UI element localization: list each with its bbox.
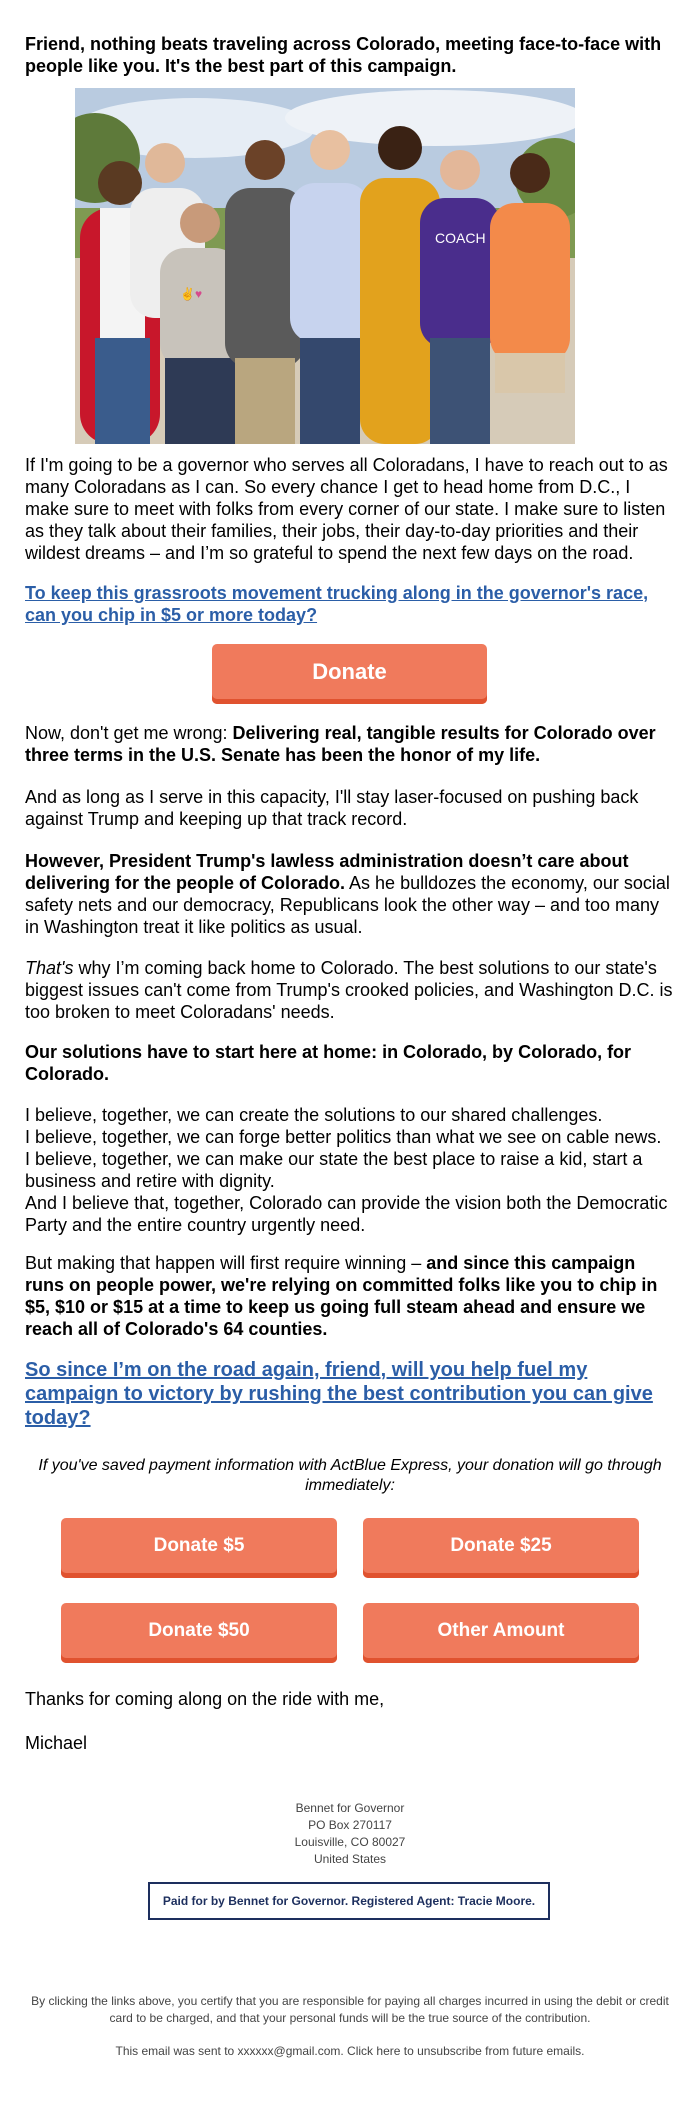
believe-line-1: I believe, together, we can create the solutions to our shared challenges. [25, 1105, 603, 1125]
chip-in-link[interactable]: To keep this grassroots movement trucking along in the governor's race, can you chip in $5 or more today? [25, 583, 649, 625]
paragraph-6 [25, 1041, 675, 1085]
believe-line-2: I believe, together, we can forge better politics than what we see on cable news. [25, 1127, 662, 1147]
p5-text: why I’m coming back home to Colorado. The best solutions to our state's biggest issues can't come from Trump's crooked policies, and Washington D.C. is too broken to meet Coloradans' needs. [25, 958, 673, 1022]
unsubscribe-text[interactable]: This email was sent to xxxxxx@gmail.com. Click here to unsubscribe from future emails. [115, 2044, 585, 2058]
address-country: United States [313, 1852, 387, 1866]
p2-text: Now, don't get me wrong: [25, 723, 233, 743]
p8-text: But making that happen will first require winning – [25, 1253, 427, 1273]
campaign-photo [75, 88, 575, 444]
believe-line-3: I believe, together, we can make our state the best place to raise a kid, start a business and retire with dignity. [25, 1149, 643, 1191]
fuel-campaign-link[interactable]: So since I’m on the road again, friend, will you help fuel my campaign to victory by rushing the best contribution you can give today? [25, 1359, 653, 1429]
shirt-text: COACH [435, 230, 486, 246]
donate-button[interactable]: Donate [212, 644, 487, 704]
donate-50-button[interactable]: Donate $50 [61, 1603, 337, 1663]
mailing-address [0, 1800, 700, 1868]
paragraph-2 [25, 722, 675, 766]
donate-link-1[interactable] [25, 582, 675, 626]
other-amount-button[interactable]: Other Amount [363, 1603, 639, 1663]
paragraph-4 [25, 850, 675, 938]
address-name: Bennet for Governor [295, 1801, 405, 1815]
p2-bold: Delivering real, tangible results for Colorado over three terms in the U.S. Senate has been the honor of my life. [25, 723, 656, 765]
p4-bold: However, President Trump's lawless administration doesn’t care about delivering for the people of Colorado. [25, 851, 629, 893]
svg-text:✌♥: ✌♥ [180, 287, 203, 301]
intro-text: Friend, nothing beats traveling across Colorado, meeting face-to-face with people like you. It's the best part of this campaign. [25, 34, 662, 76]
believe-line-4: And I believe that, together, Colorado can provide the vision both the Democratic Party and the entire country urgently need. [25, 1193, 668, 1235]
closing-text: Thanks for coming along on the ride with me, [25, 1689, 385, 1709]
p5-italic: That's [25, 958, 74, 978]
legal-disclaimer: By clicking the links above, you certify that you are responsible for paying all charges incurred in using the debit or credit card to be charged, and that your personal funds will be the true source of the contribution. [31, 1994, 669, 2025]
express-note: If you've saved payment information with ActBlue Express, your donation will go through immediately: [38, 1457, 662, 1494]
donate-5-button[interactable]: Donate $5 [61, 1518, 337, 1578]
address-city: Louisville, CO 80027 [294, 1835, 406, 1849]
donate-25-button[interactable]: Donate $25 [363, 1518, 639, 1578]
paragraph-7 [25, 1104, 675, 1236]
p4-text: As he bulldozes the economy, our social safety nets and our democracy, Republicans look the other way – and too many in Washington treat it like politics as usual. [25, 873, 670, 937]
p8-bold: and since this campaign runs on people power, we're relying on committed folks like you to chip in $5, $10 or $15 at a time to keep us going full steam ahead and ensure we reach all of Colorado's 64 counties. [25, 1253, 658, 1339]
address-box: PO Box 270117 [308, 1818, 392, 1832]
paragraph-8 [25, 1252, 675, 1340]
paid-for-box: Paid for by Bennet for Governor. Registered Agent: Tracie Moore. [148, 1882, 550, 1920]
paragraph-5 [25, 957, 675, 1023]
signature: Michael [25, 1733, 88, 1753]
paragraph-1: If I'm going to be a governor who serves all Coloradans, I have to reach out to as many Coloradans as I can. So every chance I get to head home from D.C., I make sure to meet with folks from every corner of our state. I make sure to listen as they talk about their families, their jobs, their day-to-day priorities and their wildest dreams – and I’m so grateful to spend the next few days on the road. [25, 455, 668, 563]
donate-link-2[interactable] [25, 1358, 675, 1430]
paragraph-3: And as long as I serve in this capacity, I'll stay laser-focused on pushing back against Trump and keeping up that track record. [25, 787, 639, 829]
p6-bold: Our solutions have to start here at home: in Colorado, by Colorado, for Colorado. [25, 1042, 632, 1084]
